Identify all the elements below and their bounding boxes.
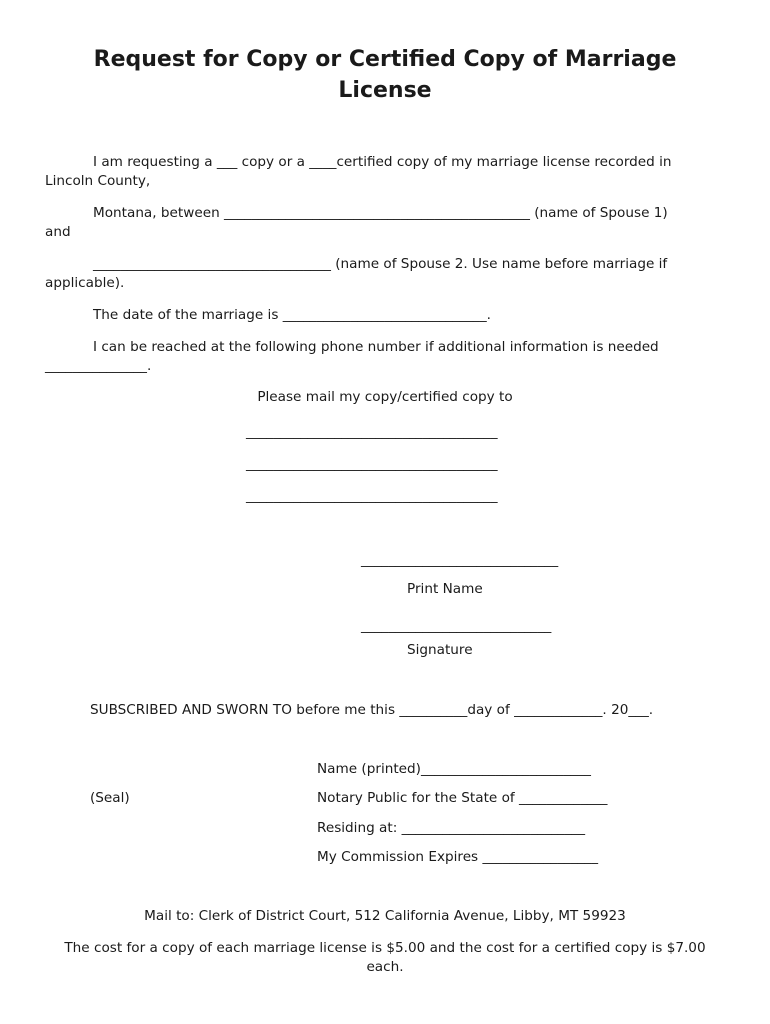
cost-line: The cost for a copy of each marriage license is $5.00 and the cost for a certified copy is $7.00 xyxy=(64,940,706,956)
spouse1-line: Montana, between _____________________________________________ (name of Spouse 1) xyxy=(93,205,668,221)
signature-line: ____________________________ xyxy=(361,618,552,634)
address-line-1: _____________________________________ xyxy=(246,424,498,440)
county-line: Lincoln County, xyxy=(45,173,151,189)
notary-commission: My Commission Expires _________________ xyxy=(317,849,599,865)
notary-name-printed: Name (printed)_________________________ xyxy=(317,761,591,777)
address-line-3: _____________________________________ xyxy=(246,488,498,504)
phone-line: I can be reached at the following phone number if additional information is needed xyxy=(93,339,659,355)
signature-label: Signature xyxy=(407,642,473,658)
print-name-line: _____________________________ xyxy=(361,552,559,568)
sworn-statement: SUBSCRIBED AND SWORN TO before me this __________day of _____________. 20___. xyxy=(90,702,654,718)
document-title: Request for Copy or Certified Copy of Marriage License xyxy=(93,47,677,103)
spouse2-line: ___________________________________ (name of Spouse 2. Use name before marriage if xyxy=(93,256,668,272)
cost-line-end: each. xyxy=(366,959,404,975)
mail-to-address: Mail to: Clerk of District Court, 512 California Avenue, Libby, MT 59923 xyxy=(144,908,626,924)
mail-heading: Please mail my copy/certified copy to xyxy=(257,389,513,405)
applicable-line: applicable). xyxy=(45,275,125,291)
phone-blank: _______________. xyxy=(45,358,152,374)
notary-public-state: Notary Public for the State of _____________ xyxy=(317,790,608,806)
address-line-2: _____________________________________ xyxy=(246,456,498,472)
seal-label: (Seal) xyxy=(90,790,130,806)
marriage-date-line: The date of the marriage is ______________________________. xyxy=(93,307,491,323)
and-line: and xyxy=(45,224,71,240)
request-line: I am requesting a ___ copy or a ____certified copy of my marriage license recorded in xyxy=(93,154,672,170)
print-name-label: Print Name xyxy=(407,581,483,597)
notary-residing: Residing at: ___________________________ xyxy=(317,820,586,836)
